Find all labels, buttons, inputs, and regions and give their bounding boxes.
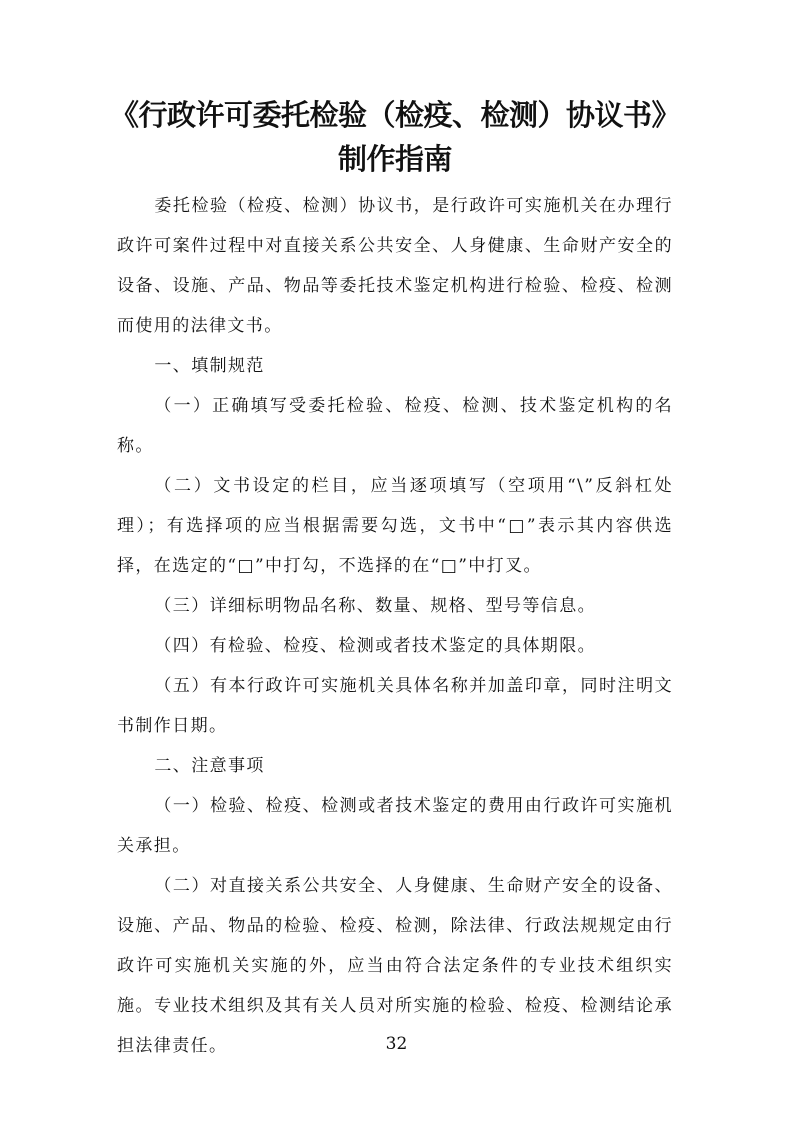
page-number: 32 <box>385 1034 408 1054</box>
rule-item-2: （二）文书设定的栏目，应当逐项填写（空项用“\”反斜杠处理）；有选择项的应当根据需要勾选，文书中“□”表示其内容供选择，在选定的“□”中打勾，不选择的在“□”中打叉。 <box>117 476 673 576</box>
note-item-1: （一）检验、检疫、检测或者技术鉴定的费用由行政许可实施机关承担。 <box>117 796 673 856</box>
rule-item-1: （一）正确填写受委托检验、检疫、检测、技术鉴定机构的名称。 <box>117 396 673 456</box>
note-item-2: （二）对直接关系公共安全、人身健康、生命财产安全的设备、设施、产品、物品的检验、检疫、检测，除法律、行政法规规定由行政许可实施机关实施的外，应当由符合法定条件的专业技术组织实施。专业技术组织及其有关人员对所实施的检验、检疫、检测结论承担法律责任。 <box>117 876 673 1056</box>
rule-item-3: （三）详细标明物品名称、数量、规格、型号等信息。 <box>154 596 596 616</box>
rule-item-4: （四）有检验、检疫、检测或者技术鉴定的具体期限。 <box>154 636 596 656</box>
rule-item-5: （五）有本行政许可实施机关具体名称并加盖印章，同时注明文书制作日期。 <box>117 676 673 736</box>
section-heading-notes: 二、注意事项 <box>154 756 265 776</box>
title-line-2: 制作指南 <box>337 142 452 176</box>
document-body <box>117 186 673 1066</box>
section-heading-filling-rules: 一、填制规范 <box>154 356 265 376</box>
intro-paragraph: 委托检验（检疫、检测）协议书，是行政许可实施机关在办理行政许可案件过程中对直接关系公共安全、人身健康、生命财产安全的设备、设施、产品、物品等委托技术鉴定机构进行检验、检疫、检测而使用的法律文书。 <box>117 196 673 336</box>
document-title <box>109 93 680 181</box>
title-line-1: 《行政许可委托检验（检疫、检测）协议书》 <box>109 98 680 132</box>
